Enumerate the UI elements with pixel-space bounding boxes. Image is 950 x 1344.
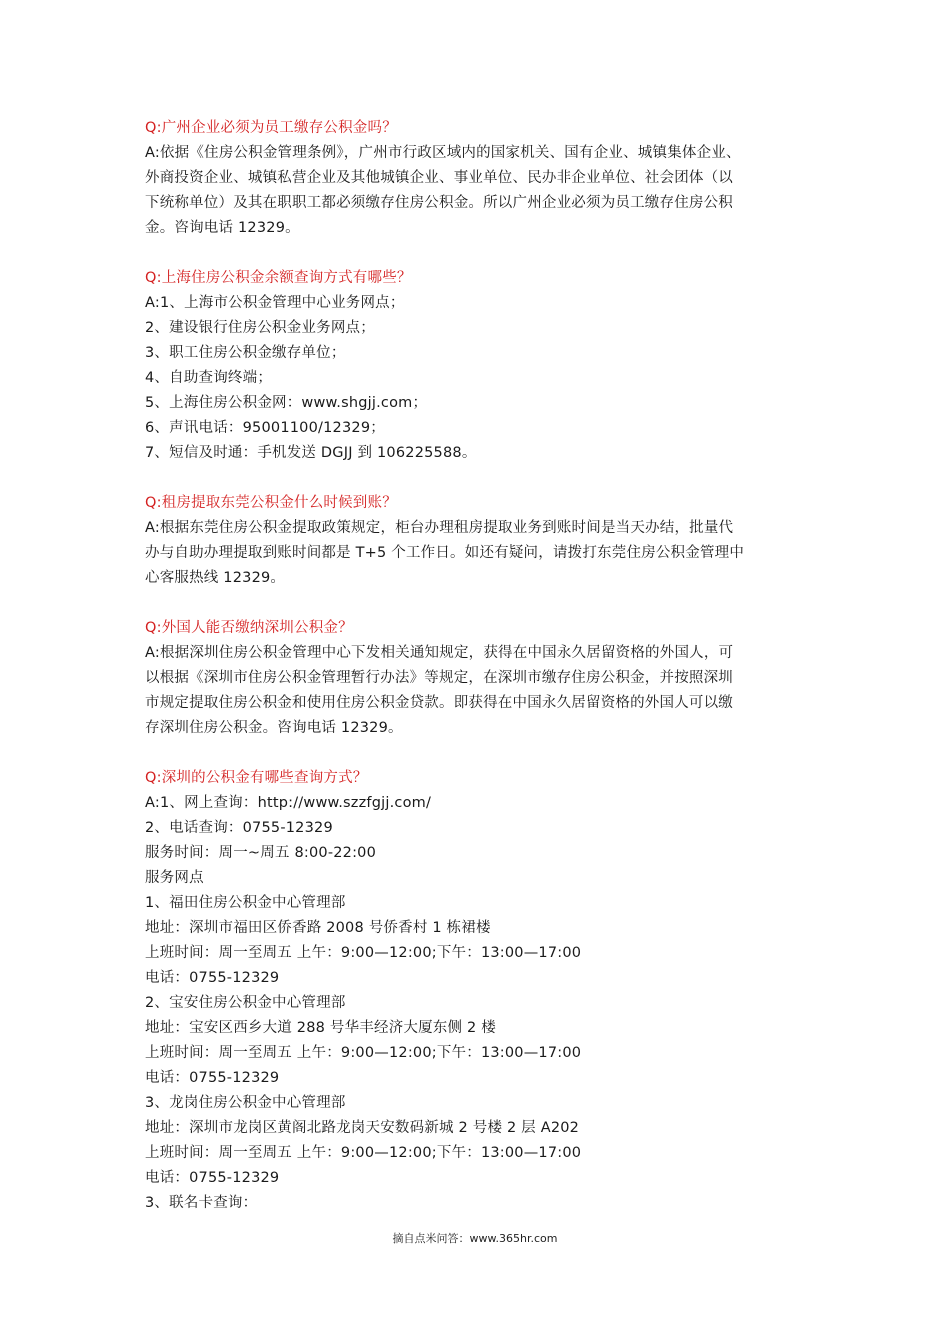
answer-line: 办与自助办理提取到账时间都是 T+5 个工作日。如还有疑问，请拨打东莞住房公积金管理中 <box>145 545 745 561</box>
question-text: Q:广州企业必须为员工缴存公积金吗？ <box>145 120 397 136</box>
answer-line: A:1、网上查询：http://www.szzfgjj.com/ <box>145 795 432 811</box>
qa-item <box>145 491 817 591</box>
question-text: Q:深圳的公积金有哪些查询方式？ <box>145 770 368 786</box>
answer-line: 心客服热线 12329。 <box>145 570 286 586</box>
question-text: Q:上海住房公积金余额查询方式有哪些？ <box>145 270 412 286</box>
answer-line: A:依据《住房公积金管理条例》，广州市行政区域内的国家机关、国有企业、城镇集体企业、 <box>145 145 741 161</box>
answer-line: 3、联名卡查询： <box>145 1195 258 1211</box>
answer-line: A:根据东莞住房公积金提取政策规定，柜台办理租房提取业务到账时间是当天办结，批量代 <box>145 520 734 536</box>
answer-line: A:1、上海市公积金管理中心业务网点； <box>145 295 405 311</box>
answer-line: 上班时间：周一至周五 上午：9:00—12:00;下午：13:00—17:00 <box>145 945 582 961</box>
answer-line: 以根据《深圳市住房公积金管理暂行办法》等规定，在深圳市缴存住房公积金，并按照深圳 <box>145 670 733 686</box>
answer-line: 3、龙岗住房公积金中心管理部 <box>145 1095 346 1111</box>
answer-line: 5、上海住房公积金网：www.shgjj.com； <box>145 395 428 411</box>
qa-list <box>145 116 817 1241</box>
page-footer: 摘自点米问答：www.365hr.com <box>392 1232 558 1245</box>
answer-line: 上班时间：周一至周五 上午：9:00—12:00;下午：13:00—17:00 <box>145 1045 582 1061</box>
answer-line: 2、电话查询：0755-12329 <box>145 820 333 836</box>
answer-line: 下统称单位）及其在职职工都必须缴存住房公积金。所以广州企业必须为员工缴存住房公积 <box>145 195 733 211</box>
answer-line: 1、福田住房公积金中心管理部 <box>145 895 346 911</box>
question-text: Q:外国人能否缴纳深圳公积金？ <box>145 620 353 636</box>
answer-line: 地址：深圳市福田区侨香路 2008 号侨香村 1 栋裙楼 <box>145 920 491 936</box>
answer-line: 存深圳住房公积金。咨询电话 12329。 <box>145 720 403 736</box>
answer-line: 2、建设银行住房公积金业务网点； <box>145 320 375 336</box>
answer-line: 7、短信及时通：手机发送 DGJJ 到 106225588。 <box>145 445 477 461</box>
answer-line: 市规定提取住房公积金和使用住房公积金贷款。即获得在中国永久居留资格的外国人可以缴 <box>145 695 733 711</box>
answer-line: 服务网点 <box>145 870 204 886</box>
answer-line: 电话：0755-12329 <box>145 1070 280 1086</box>
question-text: Q:租房提取东莞公积金什么时候到账？ <box>145 495 397 511</box>
answer-line: 上班时间：周一至周五 上午：9:00—12:00;下午：13:00—17:00 <box>145 1145 582 1161</box>
qa-item <box>145 616 817 741</box>
qa-item <box>145 766 817 1216</box>
answer-line: A:根据深圳住房公积金管理中心下发相关通知规定，获得在中国永久居留资格的外国人，可 <box>145 645 734 661</box>
answer-line: 地址：深圳市龙岗区黄阁北路龙岗天安数码新城 2 号楼 2 层 A202 <box>145 1120 580 1136</box>
answer-line: 服务时间：周一~周五 8:00-22:00 <box>145 845 377 861</box>
answer-line: 4、自助查询终端； <box>145 370 273 386</box>
answer-line: 地址：宝安区西乡大道 288 号华丰经济大厦东侧 2 楼 <box>145 1020 496 1036</box>
answer-line: 2、宝安住房公积金中心管理部 <box>145 995 346 1011</box>
answer-line: 6、声讯电话：95001100/12329； <box>145 420 385 436</box>
qa-item <box>145 266 817 466</box>
answer-line: 电话：0755-12329 <box>145 970 280 986</box>
answer-line: 3、职工住房公积金缴存单位； <box>145 345 346 361</box>
answer-line: 电话：0755-12329 <box>145 1170 280 1186</box>
answer-line: 外商投资企业、城镇私营企业及其他城镇企业、事业单位、民办非企业单位、社会团体（以 <box>145 170 733 186</box>
answer-line: 金。咨询电话 12329。 <box>145 220 300 236</box>
qa-item <box>145 116 817 241</box>
